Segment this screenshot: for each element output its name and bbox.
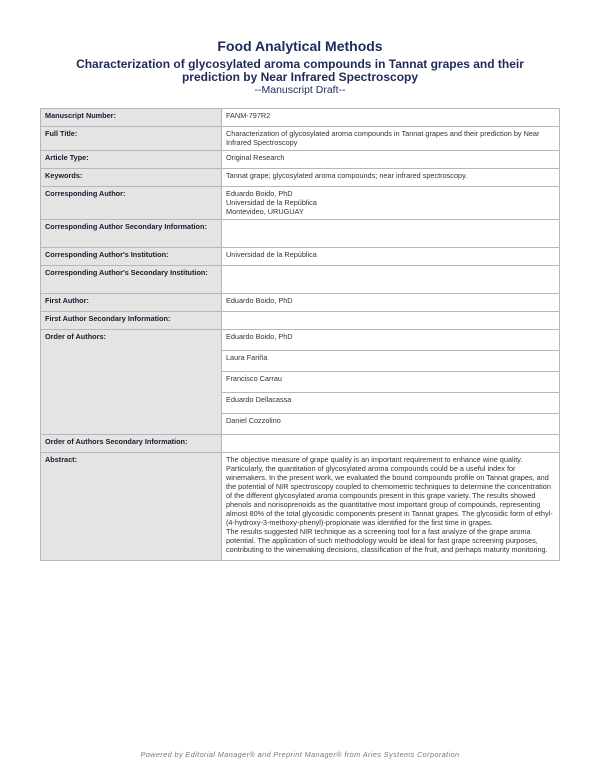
table-row-order-of-authors-secondary — [41, 435, 560, 453]
table-row-full-title — [41, 127, 560, 151]
manuscript-title: Characterization of glycosylated aroma compounds in Tannat grapes and their prediction by Near Infrared Spectroscopy — [76, 57, 524, 84]
table-row-corresponding-institution-secondary — [41, 266, 560, 294]
row-label: Order of Authors: — [41, 330, 222, 435]
author-entry: Francisco Carrau — [222, 372, 560, 393]
table-row-article-type — [41, 151, 560, 169]
table-row-keywords — [41, 169, 560, 187]
manuscript-info-table — [40, 108, 560, 561]
corresponding-author-secondary-value — [222, 220, 560, 248]
full-title-value: Characterization of glycosylated aroma compounds in Tannat grapes and their prediction by Near Infrared Spectroscopy — [222, 127, 560, 151]
author-entry: Daniel Cozzolino — [222, 414, 560, 435]
manuscript-number-value: FANM-797R2 — [222, 109, 560, 127]
author-entry: Laura Fariña — [222, 351, 560, 372]
abstract-value — [222, 453, 560, 561]
first-author-value: Eduardo Boido, PhD — [222, 294, 560, 312]
order-of-authors-secondary-value — [222, 435, 560, 453]
author-entry: Eduardo Dellacassa — [222, 393, 560, 414]
abstract-paragraph: The results suggested NIR technique as a screening tool for a fast analyze of the grape aroma potential. The application of such methodology would be ideal for fast grape screening purposes, contributing to the winemaking decisions, classification of the fruit, and perhaps maturity monitoring. — [226, 527, 548, 554]
author-location: Montevideo, URUGUAY — [226, 207, 304, 216]
row-label: Keywords: — [41, 169, 222, 187]
table-row-corresponding-author — [41, 187, 560, 220]
row-label: First Author Secondary Information: — [41, 312, 222, 330]
row-label: Corresponding Author's Institution: — [41, 248, 222, 266]
keywords-value: Tannat grape; glycosylated aroma compounds; near infrared spectroscopy. — [222, 169, 560, 187]
row-label: Full Title: — [41, 127, 222, 151]
row-label: Manuscript Number: — [41, 109, 222, 127]
row-label: Corresponding Author: — [41, 187, 222, 220]
article-type-value: Original Research — [222, 151, 560, 169]
table-row-order-of-authors — [41, 330, 560, 351]
corresponding-institution-value: Universidad de la República — [222, 248, 560, 266]
table-row-first-author — [41, 294, 560, 312]
first-author-secondary-value — [222, 312, 560, 330]
row-label: Corresponding Author Secondary Information: — [41, 220, 222, 248]
draft-label: --Manuscript Draft-- — [254, 84, 346, 96]
journal-name: Food Analytical Methods — [217, 38, 383, 54]
corresponding-institution-secondary-value — [222, 266, 560, 294]
table-row-manuscript-number — [41, 109, 560, 127]
row-label: Order of Authors Secondary Information: — [41, 435, 222, 453]
table-row-corresponding-author-secondary — [41, 220, 560, 248]
author-name: Eduardo Boido, PhD — [226, 189, 293, 198]
row-label: First Author: — [41, 294, 222, 312]
row-label: Abstract: — [41, 453, 222, 561]
table-row-abstract — [41, 453, 560, 561]
author-entry: Eduardo Boido, PhD — [222, 330, 560, 351]
abstract-paragraph: The objective measure of grape quality is an important requirement to enhance wine quality. Particularly, the quantitation of glycosylated aroma compounds could be a useful index for winemakers. In the present work, we evaluated the bound compounds profile on Tannat grapes, and the potential of NIR spectroscopy coupled to chemometric techniques to determine the concentration of the different glycosylated aroma compounds present in this grape variety. The results showed phenols and norisoprenoids as the quantitative most important group of compounds, representing almost 80% of the total glycosidic components present in Tannat grapes. The glycosidic form of ethyl-(4-hydroxy-3-methoxy-phenyl)-propionate was identified for the first time in grapes. — [226, 455, 553, 527]
row-label: Corresponding Author's Secondary Institution: — [41, 266, 222, 294]
table-row-first-author-secondary — [41, 312, 560, 330]
author-affiliation: Universidad de la República — [226, 198, 317, 207]
corresponding-author-value — [222, 187, 560, 220]
row-label: Article Type: — [41, 151, 222, 169]
footer-credit: Powered by Editorial Manager® and Preprint Manager® from Aries Systems Corporation — [140, 750, 460, 759]
table-row-corresponding-institution — [41, 248, 560, 266]
